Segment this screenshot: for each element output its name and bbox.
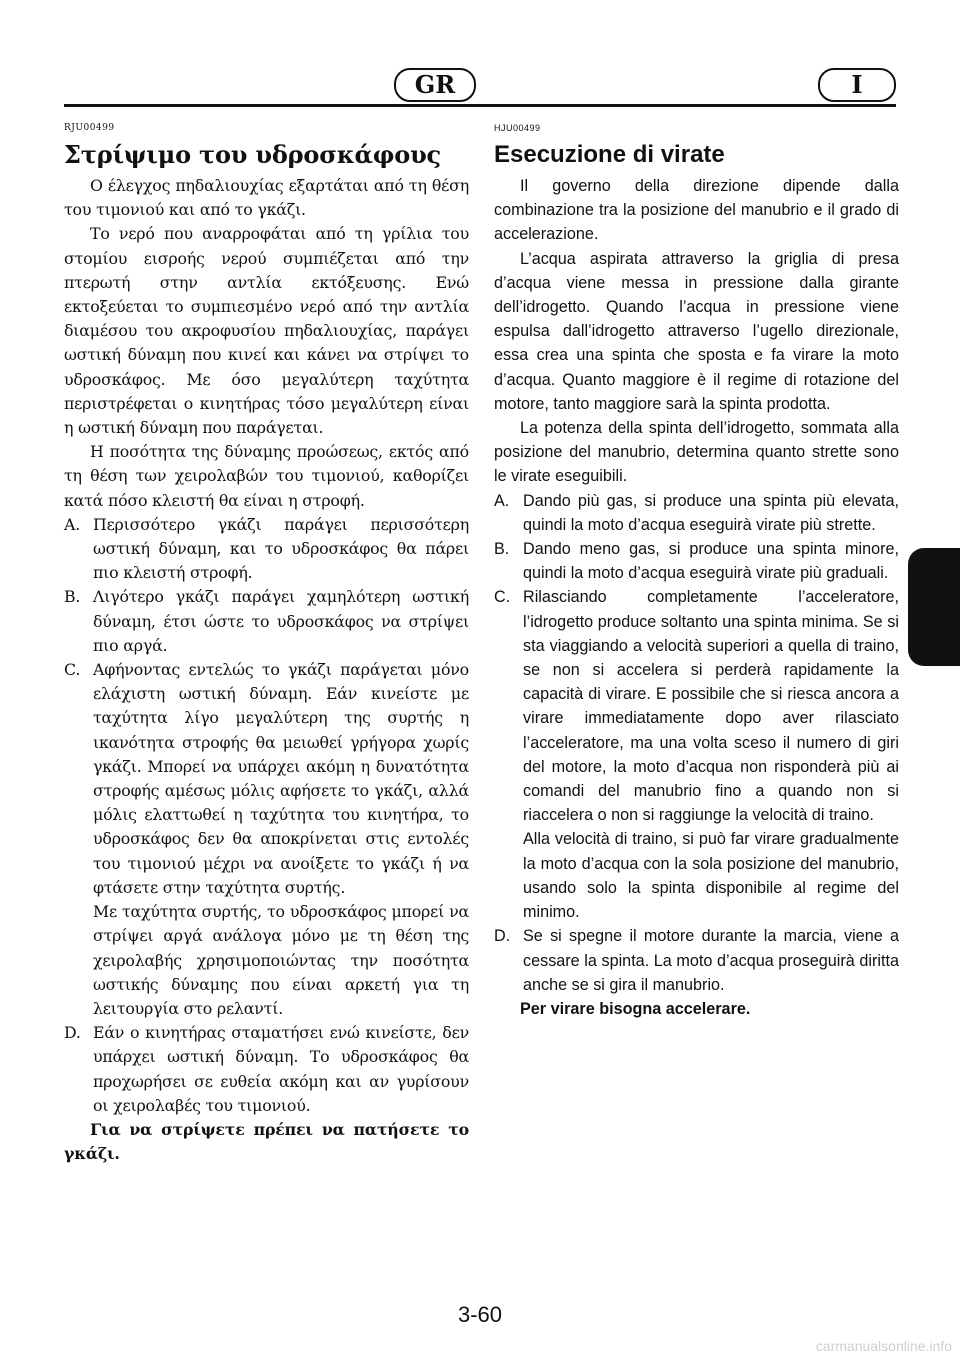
paragraph: La potenza della spinta dell’idrogetto, sommata alla posizione del manubrio, determina quanto strette sono le virate eseguibili.	[494, 419, 899, 486]
list-item	[64, 513, 469, 586]
list-letter: D.	[494, 927, 511, 946]
list-text: Αφήνοντας εντελώς το γκάζι παράγεται μόνο ελάχιστη ωστική δύναμη. Εάν κινείστε με ταχύτητα λίγο μεγαλύτερη της συρτής η ικανότητα στροφής θα μειωθεί γρήγορα χωρίς γκάζι. Μπορεί να υπάρχει ακόμη η δυνατότητα στροφής αμέσως μόλις αφήσετε το γκάζι, αλλά μόλις ελαττωθεί η ταχύτητα του κινητήρα, το υδροσκάφος δεν θα αποκρίνεται στις εντολές του τιμονιού μέχρι να ανοίξετε το γκάζι ή να φτάσετε στην ταχύτητα συρτής.	[93, 660, 469, 897]
list-text: Εάν ο κινητήρας σταματήσει ενώ κινείστε, δεν υπάρχει ωστική δύναμη. Το υδροσκάφος θα προχωρήσει σε ευθεία ακόμη και αν γυρίσουν οι χειρολαβές του τιμονιού.	[93, 1023, 469, 1115]
list-item	[494, 585, 899, 827]
paragraph: Il governo della direzione dipende dalla combinazione tra la posizione del manubrio e il grado di accelerazione.	[494, 177, 899, 244]
list-text: Λιγότερο γκάζι παράγει χαμηλότερη ωστική δύναμη, έτσι ώστε το υδροσκάφος να στρίψει πιο αργά.	[93, 587, 469, 655]
chapter-side-tab	[908, 548, 960, 666]
list-letter: B.	[494, 540, 510, 559]
list-continuation: Με ταχύτητα συρτής, το υδροσκάφος μπορεί να στρίψει αργά ανάλογα μόνο με τη θέση της χειρολαβής χρησιμοποιώντας την ποσότητα ωστικής δύναμης που είναι αρκετή για τη λειτουργία στο ρελαντί.	[93, 902, 469, 1018]
header-rule	[64, 104, 896, 107]
list-letter: A.	[64, 514, 81, 534]
list-item	[494, 489, 899, 537]
section-code: HJU00499	[494, 123, 541, 133]
list-letter: A.	[494, 491, 510, 510]
list-letter: B.	[64, 587, 81, 607]
list-letter: D.	[64, 1023, 81, 1043]
italian-column	[494, 122, 899, 1021]
list-text: Περισσότερο γκάζι παράγει περισσότερη ωστική δύναμη, και το υδροσκάφος θα πάρει πιο κλειστή στροφή.	[93, 514, 469, 583]
list-text: Dando più gas, si produce una spinta più elevata, quindi la moto d’acqua eseguirà virate più strette.	[523, 491, 899, 534]
greek-column	[64, 122, 469, 1166]
section-title: Esecuzione di virate	[494, 141, 725, 168]
list-item	[64, 658, 469, 900]
paragraph: L’acqua aspirata attraverso la griglia di presa d’acqua viene messa in pressione dalla girante dell’idrogetto. Quando l’acqua in pressione viene espulsa dall’idrogetto attraverso l’ugello direzionale, essa crea una spinta che sposta e fa virare la moto d’acqua. Quanto maggiore è il regime di rotazione del motore, tanto maggiore sarà la spinta prodotta.	[494, 249, 899, 413]
page-number: 3-60	[457, 1302, 503, 1327]
language-badge-greek: GR	[394, 68, 476, 102]
language-badge-italian: I	[818, 68, 896, 102]
watermark: carmanualsonline.info	[815, 1338, 952, 1354]
paragraph: Ο έλεγχος πηδαλιουχίας εξαρτάται από τη θέση του τιμονιού και από το γκάζι.	[64, 176, 469, 220]
list-item	[494, 924, 899, 997]
list-item	[64, 1021, 469, 1118]
paragraph: Το νερό που αναρροφάται από τη γρίλια του στομίου εισροής νερού συμπιέζεται από την πτερωτή στην αντλία εκτόξευσης. Ενώ εκτοξεύεται το συμπιεσμένο νερό από την αντλία διαμέσου του ακροφυσίου πηδαλιουχίας, παράγει ωστική δύναμη που κινεί και κάνει να στρίψει το υδροσκάφος. Με όσο μεγαλύτερη ταχύτητα περιστρέφεται ο κινητήρας τόσο μεγαλύτερη είναι η ωστική δύναμη που παράγεται.	[64, 224, 469, 438]
section-code: RJU00499	[64, 123, 115, 133]
list-letter: C.	[64, 660, 81, 680]
list-letter: C.	[494, 588, 511, 607]
list-text: Dando meno gas, si produce una spinta minore, quindi la moto d’acqua eseguirà virate più graduali.	[523, 540, 899, 583]
paragraph: Η ποσότητα της δύναμης προώσεως, εκτός από τη θέση των χειρολαβών του τιμονιού, καθορίζει κατά πόσο κλειστή θα είναι η στροφή.	[64, 442, 469, 510]
closing-note: Per virare bisogna accelerare.	[520, 999, 751, 1018]
list-item	[494, 537, 899, 585]
list-text: Rilasciando completamente l’acceleratore, l’idrogetto produce soltanto una spinta minima. Se si sta viaggiando a velocità superiori a quella di traino, se non si accelera si perderà rapidamente la capacità di virare. E possibile che si riesca ancora a virare immediatamente dopo aver rilasciato l’acceleratore, ma una volta sceso il numero di giri del motore, la moto d’acqua non risponderà più ai comandi del manubrio fino a quando non si riaccelera o non si raggiunge la velocità di traino.	[523, 588, 899, 825]
closing-note: Για να στρίψετε πρέπει να πατήσετε το γκάζι.	[64, 1119, 469, 1164]
list-text: Se si spegne il motore durante la marcia, viene a cessare la spinta. La moto d’acqua proseguirà diritta anche se si gira il manubrio.	[523, 927, 899, 994]
section-title: Στρίψιμο του υδροσκάφους	[64, 140, 441, 169]
list-item	[64, 585, 469, 658]
list-continuation: Alla velocità di traino, si può far virare gradualmente la moto d’acqua con la sola posizione del manubrio, usando solo la spinta disponibile al regime del minimo.	[523, 830, 899, 922]
